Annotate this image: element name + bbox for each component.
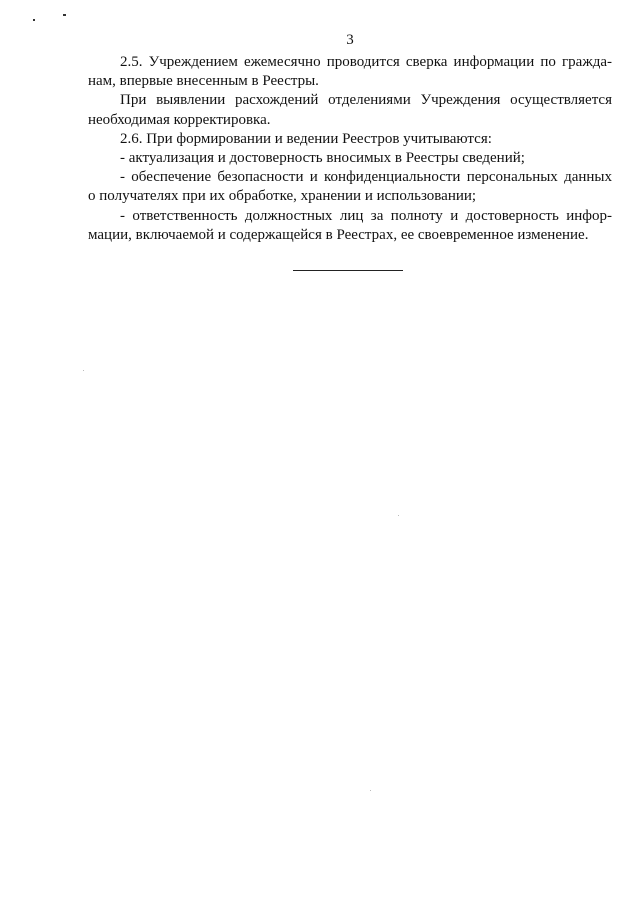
- text-line: - ответственность должностных лиц за полноту и достоверность инфор-: [120, 207, 612, 224]
- scan-mark: [33, 19, 35, 21]
- text-line: о получателях при их обработке, хранении и использовании;: [88, 188, 477, 205]
- text-line: При выявлении расхождений отделениями Учреждения осуществляется: [120, 92, 612, 109]
- document-body: [88, 53, 612, 245]
- scan-speck: [370, 790, 371, 791]
- text-line: нам, впервые внесенным в Реестры.: [88, 73, 319, 90]
- paragraph-discrepancies: [88, 91, 612, 129]
- text-line: необходимая корректировка.: [88, 111, 271, 128]
- paragraph-2-6: [88, 130, 612, 149]
- text-line: 2.5. Учреждением ежемесячно проводится сверка информации по гражда-: [120, 54, 612, 70]
- scan-speck: [398, 515, 399, 516]
- scan-mark: [63, 14, 66, 16]
- paragraph-2-5: [88, 53, 612, 91]
- list-item-actualization: [88, 149, 612, 168]
- end-separator-line: [293, 270, 403, 271]
- list-item-security: [88, 168, 612, 206]
- text-line: - обеспечение безопасности и конфиденциальности персональных данных: [120, 169, 612, 186]
- text-line: 2.6. При формировании и ведении Реестров учитываются:: [120, 130, 492, 147]
- text-line: мации, включаемой и содержащейся в Реестрах, ее своевременное изменение.: [88, 226, 589, 243]
- page-number: 3: [346, 32, 354, 48]
- text-line: - актуализация и достоверность вносимых в Реестры сведений;: [120, 150, 525, 167]
- list-item-responsibility: [88, 207, 612, 245]
- scan-speck: [83, 370, 84, 371]
